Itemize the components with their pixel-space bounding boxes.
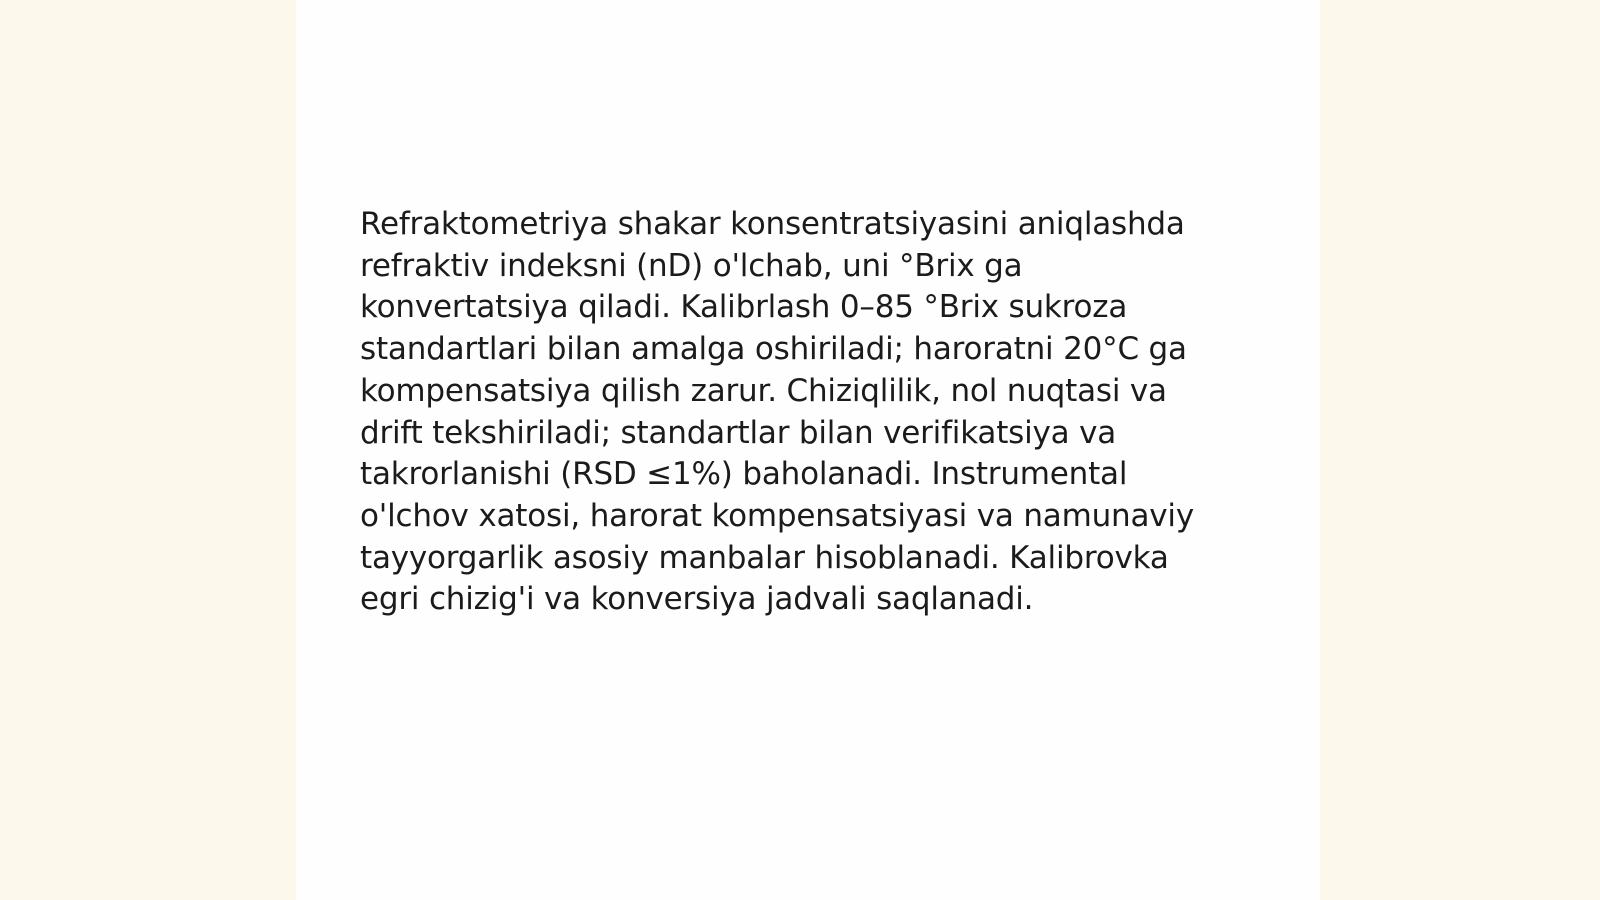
paragraph-line: takrorlanishi (RSD ≤1%) baholanadi. Instrumental bbox=[360, 456, 1128, 493]
paragraph-line: drift tekshiriladi; standartlar bilan verifikatsiya va bbox=[360, 414, 1117, 451]
document-page bbox=[296, 0, 1320, 900]
paragraph-line: o'lchov xatosi, harorat kompensatsiyasi va namunaviy bbox=[360, 497, 1194, 534]
paragraph-line: Refraktometriya shakar konsentratsiyasini aniqlashda bbox=[360, 206, 1185, 242]
paragraph-line: konvertatsiya qiladi. Kalibrlash 0–85 °Brix sukroza bbox=[360, 289, 1128, 326]
paragraph-line: refraktiv indeksni (nD) o'lchab, uni °Brix ga bbox=[360, 247, 1023, 284]
paragraph-line: kompensatsiya qilish zarur. Chiziqlilik, nol nuqtasi va bbox=[360, 372, 1167, 409]
paragraph-line: egri chizig'i va konversiya jadvali saqlanadi. bbox=[360, 581, 1034, 618]
paragraph-line: tayyorgarlik asosiy manbalar hisoblanadi. Kalibrovka bbox=[360, 539, 1169, 576]
body-paragraph bbox=[360, 204, 1260, 621]
paragraph-line: standartlari bilan amalga oshiriladi; haroratni 20°C ga bbox=[360, 331, 1187, 368]
